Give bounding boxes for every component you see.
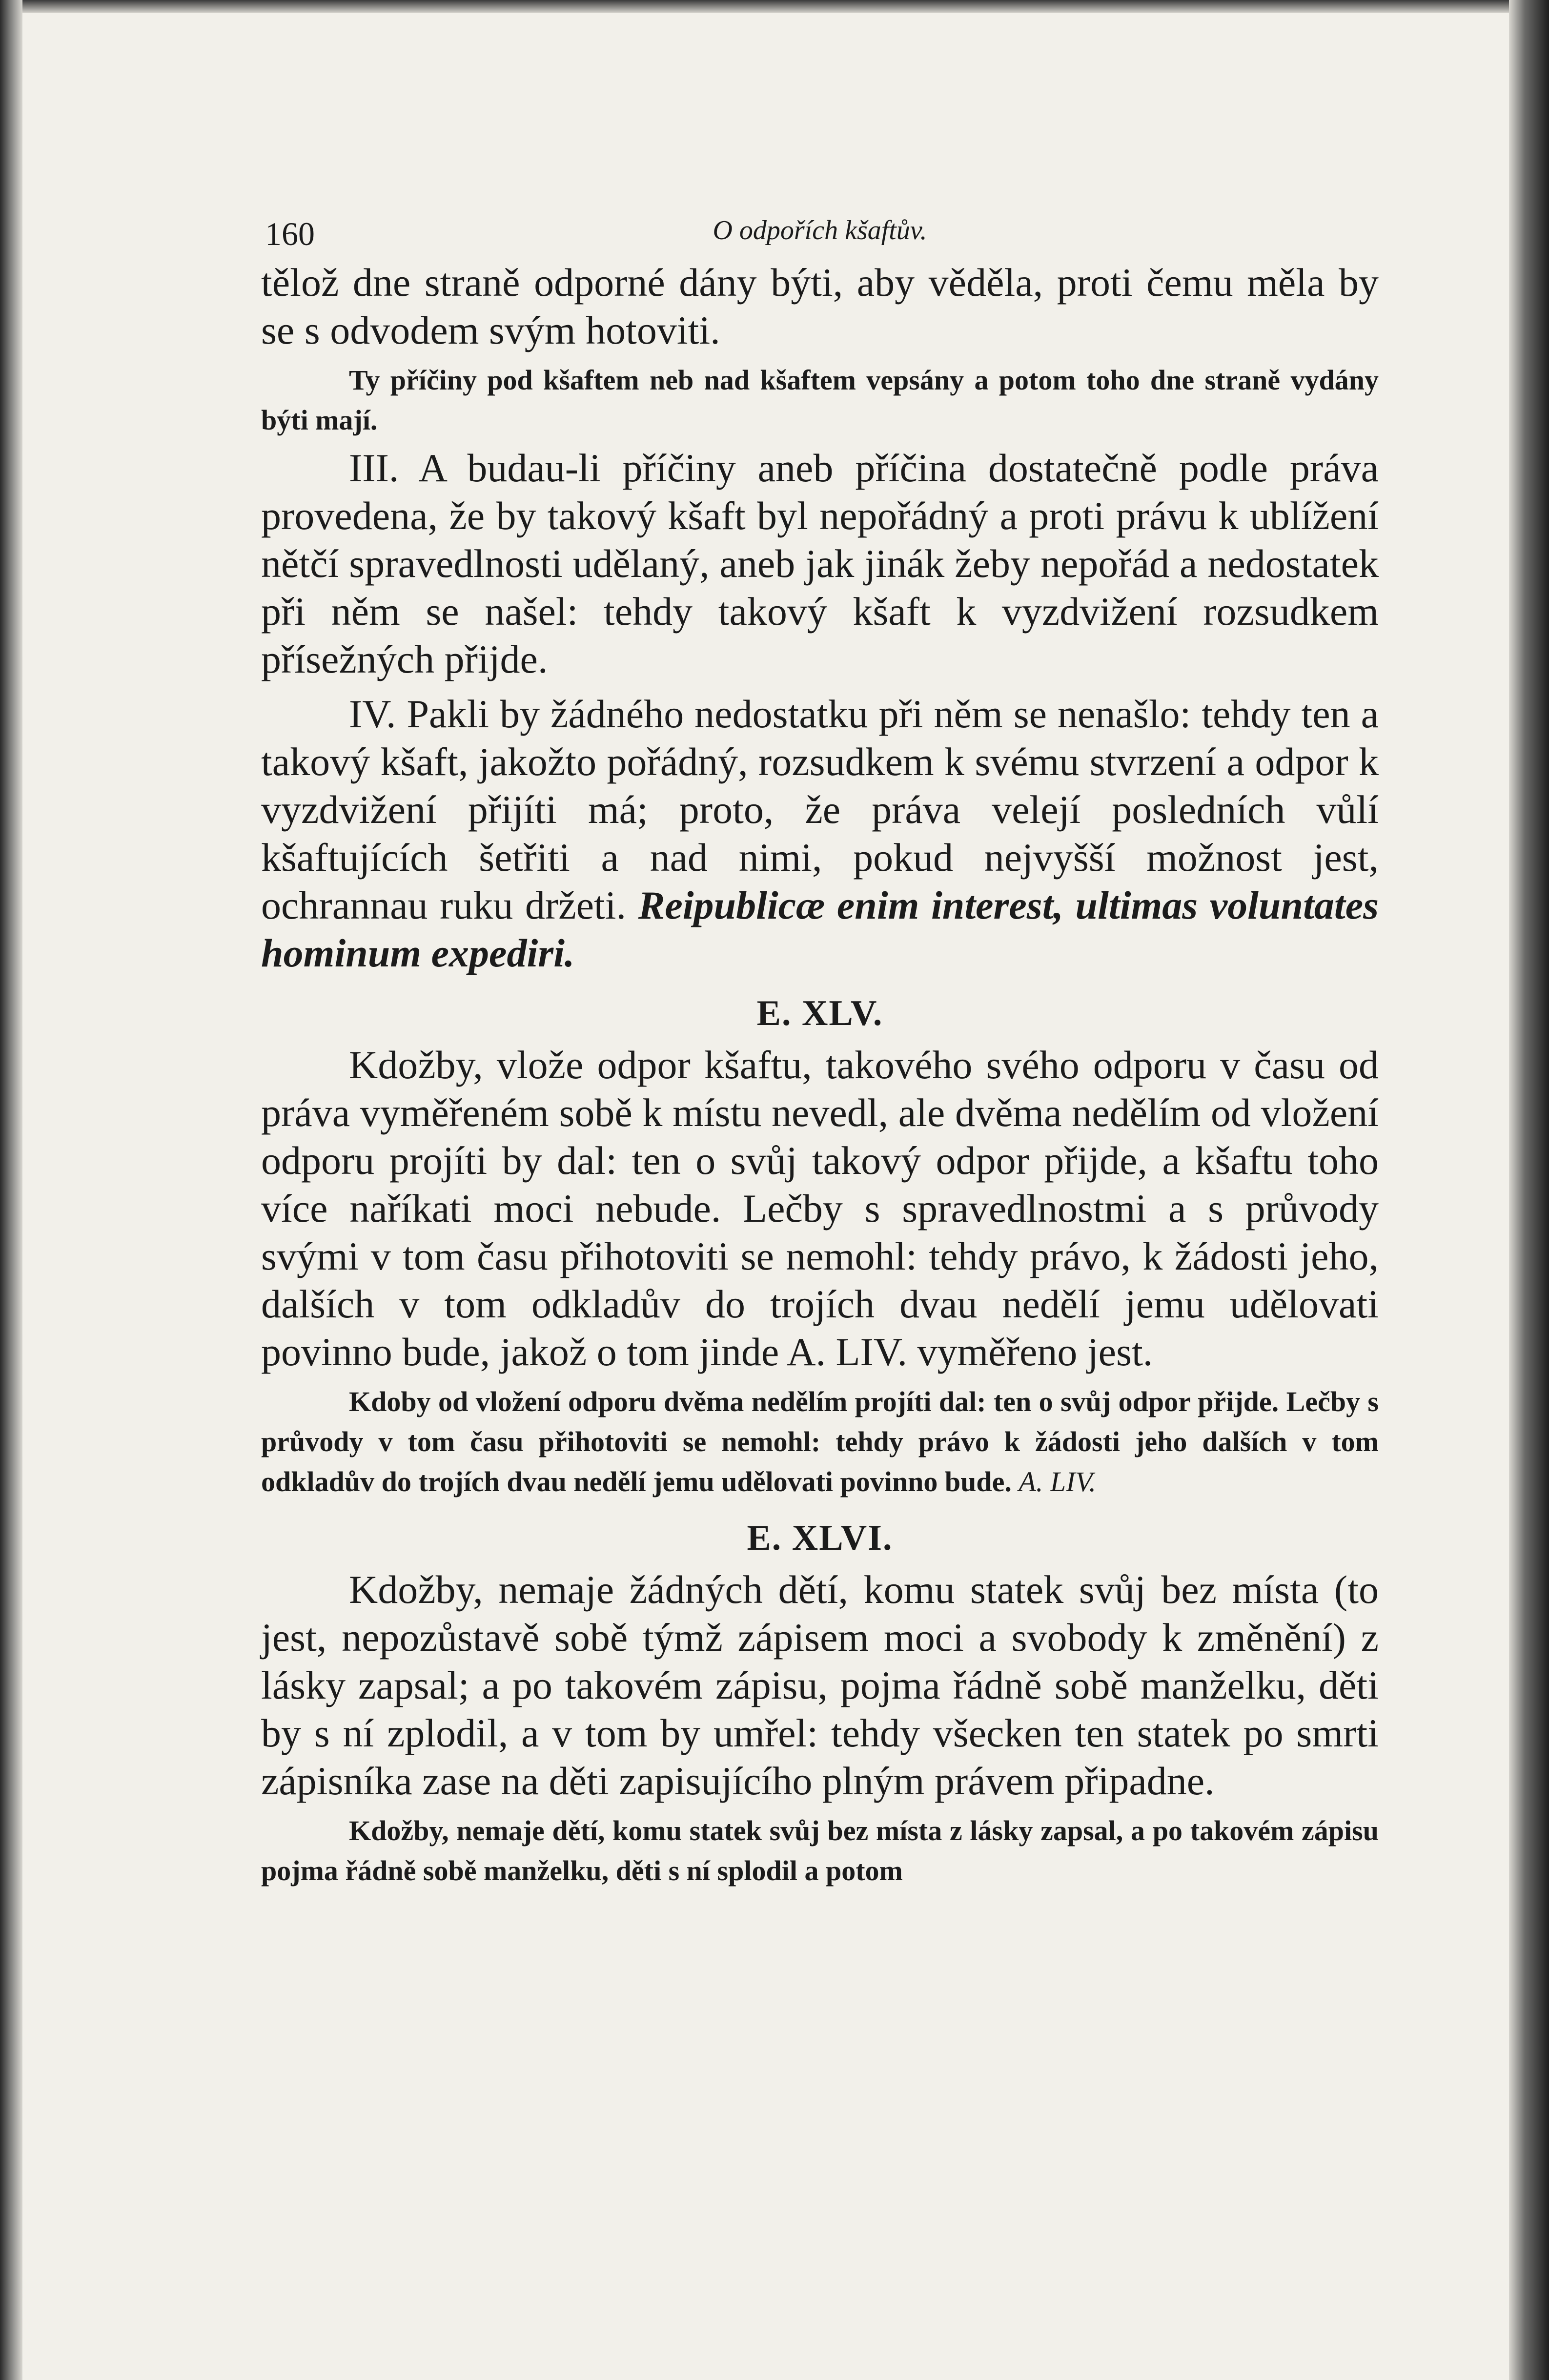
paragraph-xlvi: Kdožby, nemaje žádných dětí, komu statek svůj bez místa (to jest, nepozůstavě sobě týmž zápisem moci a svobody k změnění) z lásky zapsal; a po takovém zápisu, pojma řádně sobě manželku, děti by s ní zplodil, a v tom by umřel: tehdy všecken ten statek po smrti zápisníka zase na děti zapisujícího plným právem připadne. xyxy=(261,1567,1379,1803)
section-heading-xlvi: E. XLVI. xyxy=(747,1518,893,1558)
book-page xyxy=(261,205,1379,2343)
note-paragraph-xlv xyxy=(261,1382,1379,1502)
paragraph-iii: III. A budau-li příčiny aneb příčina dostatečně podle práva provedena, že by takový kšaft byl nepořádný a proti právu k ublížení nětčí spravedlnosti udělaný, aneb jak jinák žeby nepořád a nedostatek při něm se našel: tehdy takový kšaft k vyzdvižení rozsudkem přísežných přijde. xyxy=(261,446,1379,681)
paragraph-iv-text: IV. Pakli by žádného nedostatku při něm se nenašlo: tehdy ten a takový kšaft, jakožto pořádný, rozsudkem k svému stvrzení a odpor k vyzdvižení přijíti má; proto, že práva velejí posledních vůlí kšaftujících šetřiti a nad nimi, pokud nejvyšší možnost jest, ochrannau ruku držeti. xyxy=(261,692,1379,927)
latin-maxim: Reipublicæ enim interest, ultimas voluntates hominum expediri. xyxy=(261,883,1379,975)
note-paragraph: Ty příčiny pod kšaftem neb nad kšaftem vepsány a potom toho dne straně vydány býti mají. xyxy=(261,364,1379,436)
note-xlv-text: Kdoby od vložení odporu dvěma nedělím projíti dal: ten o svůj odpor přijde. Lečby s průvody v tom času přihotoviti se nemohl: tehdy právo k žádosti jeho dalších v tom odkladův do trojích dvau nedělí jemu udělovati povinno bude. xyxy=(261,1386,1379,1498)
scan-edge-right xyxy=(1509,0,1549,2380)
running-head xyxy=(261,205,1379,259)
scan-edge-left xyxy=(0,0,22,2380)
paragraph-continuation: tělož dne straně odporné dány býti, aby věděla, proti čemu měla by se s odvodem svým hotoviti. xyxy=(261,260,1379,352)
paragraph-iv xyxy=(261,690,1379,977)
note-paragraph-xlvi: Kdožby, nemaje dětí, komu statek svůj bez místa z lásky zapsal, a po takovém zápisu pojma řádně sobě manželku, děti s ní splodil a potom xyxy=(261,1815,1379,1887)
cross-reference: A. LIV. xyxy=(1019,1466,1096,1498)
scan-edge-top xyxy=(0,0,1549,13)
running-title: O odpořích kšaftův. xyxy=(713,215,927,246)
page-number: 160 xyxy=(265,215,315,252)
paragraph-xlv: Kdožby, vlože odpor kšaftu, takového svého odporu v času od práva vyměřeném sobě k místu nevedl, ale dvěma nedělím od vložení odporu projíti by dal: ten o svůj takový odpor přijde, a kšaftu toho více naříkati moci nebude. Lečby s spravedlnostmi a s průvody svými v tom času přihotoviti se nemohl: tehdy právo, k žádosti jeho, dalších v tom odkladův do trojích dvau nedělí jemu udělovati povinno bude, jakož o tom jinde A. LIV. vyměřeno jest. xyxy=(261,1043,1379,1374)
section-heading-xlv: E. XLV. xyxy=(756,993,883,1033)
